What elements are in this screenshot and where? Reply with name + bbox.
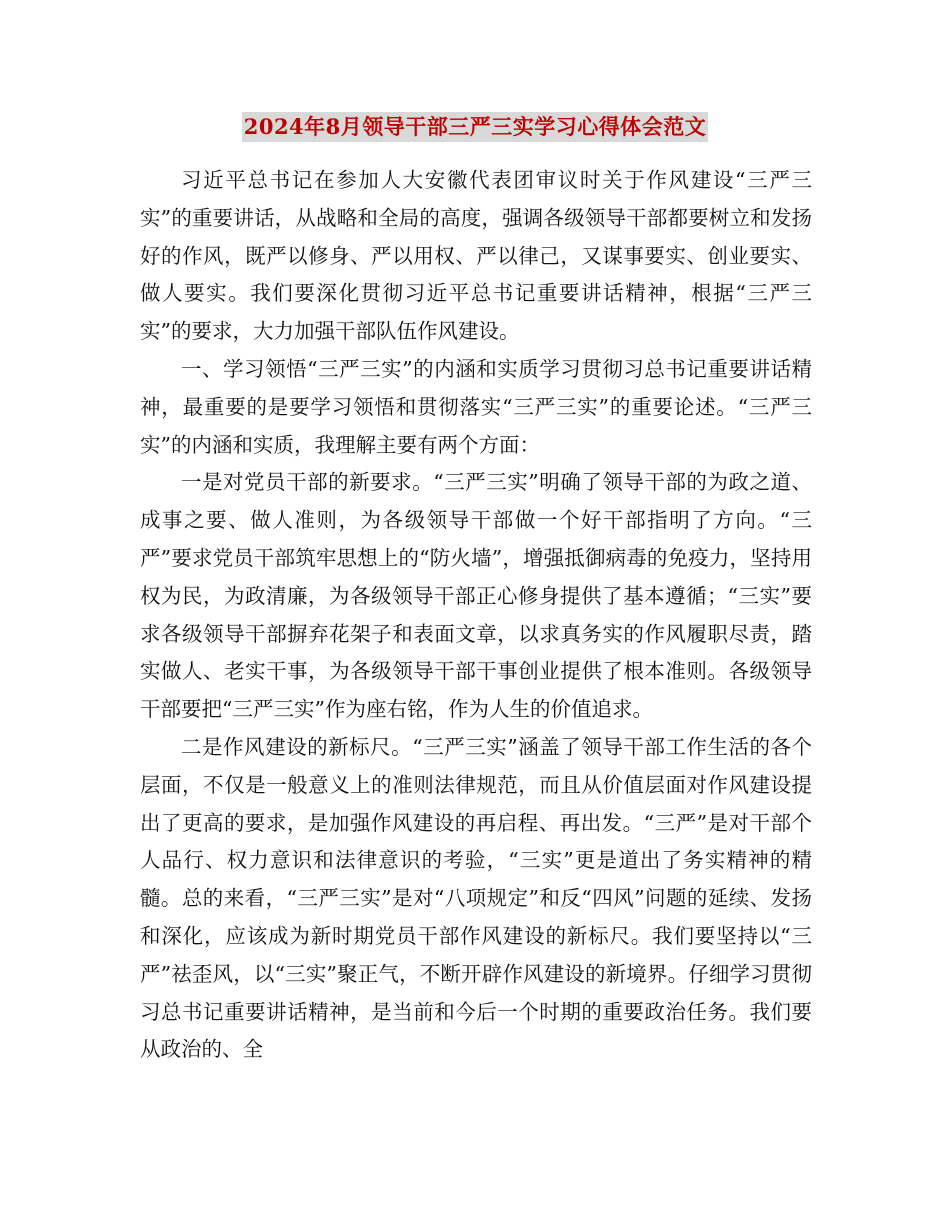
paragraph-intro: 习近平总书记在参加人大安徽代表团审议时关于作风建设“三严三实”的重要讲话，从战略和全局的高度，强调各级领导干部都要树立和发扬好的作风，既严以修身、严以用权、严以律己，又谋事要实、创业要实、做人要实。我们要深化贯彻习近平总书记重要讲话精神，根据“三严三实”的要求，大力加强干部队伍作风建设。 [140, 168, 812, 344]
paragraph-point-one: 一是对党员干部的新要求。“三严三实”明确了领导干部的为政之道、成事之要、做人准则，为各级领导干部做一个好干部指明了方向。“三严”要求党员干部筑牢思想上的“防火墙”，增强抵御病毒的免疫力，坚持用权为民，为政清廉，为各级领导干部正心修身提供了基本遵循；“三实”要求各级领导干部摒弃花架子和表面文章，以求真务实的作风履职尽责，踏实做人、老实干事，为各级领导干部干事创业提供了根本准则。各级领导干部要把“三严三实”作为座右铭，作为人生的价值追求。 [140, 470, 812, 722]
document-body [140, 162, 812, 1069]
paragraph-section-one: 一、学习领悟“三严三实”的内涵和实质学习贯彻习总书记重要讲话精神，最重要的是要学习领悟和贯彻落实“三严三实”的重要论述。“三严三实”的内涵和实质，我理解主要有两个方面： [140, 356, 812, 457]
title-container [0, 112, 950, 142]
paragraph-point-two: 二是作风建设的新标尺。“三严三实”涵盖了领导干部工作生活的各个层面，不仅是一般意义上的准则法律规范，而且从价值层面对作风建设提出了更高的要求，是加强作风建设的再启程、再出发。“三严”是对干部个人品行、权力意识和法律意识的考验，“三实”更是道出了务实精神的精髓。总的来看，“三严三实”是对“八项规定”和反“四风”问题的延续、发扬和深化，应该成为新时期党员干部作风建设的新标尺。我们要坚持以“三严”祛歪风，以“三实”聚正气，不断开辟作风建设的新境界。仔细学习贯彻习总书记重要讲话精神，是当前和今后一个时期的重要政治任务。我们要从政治的、全 [140, 734, 812, 1062]
document-title: 2024年8月领导干部三严三实学习心得体会范文 [242, 112, 709, 142]
